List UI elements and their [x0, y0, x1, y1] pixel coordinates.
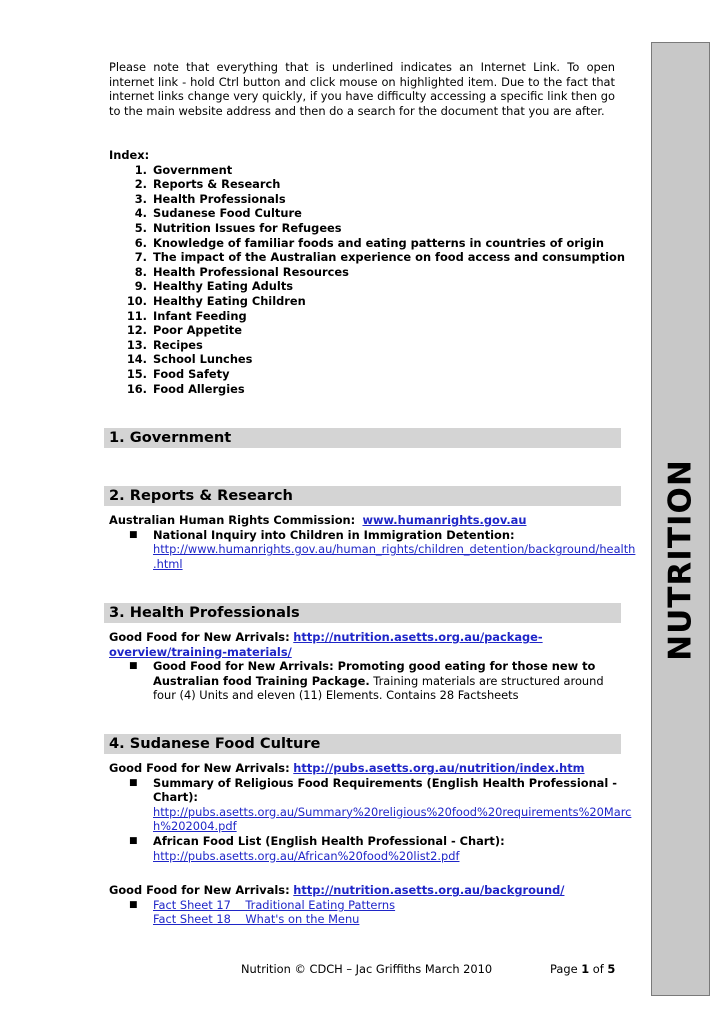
index-number: 8. — [134, 264, 147, 279]
index-item — [109, 177, 629, 192]
nutrition-index-link[interactable]: http://pubs.asetts.org.au/nutrition/index.htm — [293, 761, 585, 775]
index-number: 13. — [126, 337, 147, 352]
index-label: School Lunches — [153, 352, 253, 367]
list-item — [109, 527, 636, 572]
index-label: Food Allergies — [153, 381, 245, 396]
bullet-icon: ■ — [129, 529, 138, 540]
bullet-icon: ■ — [129, 899, 138, 910]
index-number: 5. — [134, 220, 147, 235]
org-name: Australian Human Rights Commission: — [109, 513, 356, 527]
index-item — [109, 338, 629, 353]
index-item — [109, 236, 629, 251]
bullet-title: African Food List (English Health Professional - Chart): — [153, 833, 505, 848]
bullet-icon: ■ — [129, 835, 138, 846]
org-name: Good Food for New Arrivals: — [109, 883, 290, 898]
index-number: 9. — [134, 279, 147, 294]
org-line — [109, 513, 621, 528]
index-item — [109, 294, 629, 309]
index-label: Government — [153, 162, 233, 177]
index-item — [109, 352, 629, 367]
org-name: Good Food for New Arrivals: — [109, 761, 290, 775]
index-item — [109, 221, 629, 236]
org-name: Good Food for New Arrivals: — [109, 630, 290, 644]
fact-sheet-18-link[interactable]: Fact Sheet 18 What's on the Menu — [153, 912, 360, 927]
index-item — [109, 250, 629, 265]
index-item — [109, 309, 629, 324]
index-item — [109, 323, 629, 338]
index-number: 15. — [126, 366, 147, 381]
bullet-text: Training materials are structured around four (4) Units and eleven (11) Elements. Contains 28 Factsheets — [153, 673, 604, 703]
index-number: 4. — [134, 206, 147, 221]
section-4-content — [109, 761, 632, 927]
intro-paragraph: Please note that everything that is underlined indicates an Internet Link. To open internet link - hold Ctrl button and click mouse on highlighted item. Due to the fact that internet links change very quickly, if you have difficulty accessing a specific link then go to the main website address and then do a search for the document that you are after. — [109, 60, 615, 118]
index-label: Recipes — [153, 337, 203, 352]
section-2-content — [109, 513, 636, 571]
list-item — [109, 659, 621, 703]
bullet-title: Good Food for New Arrivals: Promoting good eating for those new to Australian food Training Package. — [153, 659, 596, 688]
index-item — [109, 206, 629, 221]
index-label: Food Safety — [153, 366, 230, 381]
bullet-icon: ■ — [129, 661, 138, 672]
section-3-heading: 3. Health Professionals — [104, 603, 621, 623]
index-item — [109, 367, 629, 382]
index-item — [109, 382, 629, 397]
index-number: 12. — [126, 323, 147, 338]
index-number: 2. — [134, 177, 147, 192]
index-label: Nutrition Issues for Refugees — [153, 220, 342, 235]
index-label: Healthy Eating Adults — [153, 279, 294, 294]
index-label: Sudanese Food Culture — [153, 206, 302, 221]
index-item — [109, 279, 629, 294]
index-label: Knowledge of familiar foods and eating patterns in countries of origin — [153, 235, 604, 250]
index-number: 10. — [126, 293, 147, 308]
index-label: Healthy Eating Children — [153, 293, 306, 308]
org-line — [109, 761, 621, 776]
children-detention-link[interactable]: http://www.humanrights.gov.au/human_rights/children_detention/background/health .html — [153, 542, 636, 571]
sidebar-banner — [651, 42, 710, 996]
index-heading: Index: — [109, 148, 150, 162]
index-number: 14. — [126, 352, 147, 367]
org-line — [109, 883, 621, 898]
index-item — [109, 192, 629, 207]
index-number: 1. — [134, 162, 147, 177]
fact-sheet-17-link[interactable]: Fact Sheet 17 Traditional Eating Patterns — [153, 897, 396, 912]
org-line — [109, 630, 621, 659]
background-link[interactable]: http://nutrition.asetts.org.au/background/ — [293, 883, 565, 898]
bullet-title: Summary of Religious Food Requirements (English Health Professional - Chart): — [153, 775, 617, 805]
index-number: 11. — [126, 308, 147, 323]
index-label: Health Professionals — [153, 191, 286, 206]
index-label: The impact of the Australian experience on food access and consumption — [153, 250, 625, 265]
footer-copyright: Nutrition © CDCH – Jac Griffiths March 2010 — [241, 962, 493, 976]
index-label: Health Professional Resources — [153, 264, 349, 279]
african-food-list-link[interactable]: http://pubs.asetts.org.au/African%20food%20list2.pdf — [153, 848, 460, 863]
list-item — [109, 898, 621, 927]
index-list — [109, 148, 629, 396]
section-4-heading: 4. Sudanese Food Culture — [104, 734, 621, 754]
index-item — [109, 265, 629, 280]
list-item — [109, 775, 632, 834]
section-1-heading: 1. Government — [104, 428, 621, 448]
bullet-icon: ■ — [129, 777, 138, 788]
index-label: Poor Appetite — [153, 323, 242, 338]
index-number: 16. — [126, 381, 147, 396]
section-2-heading: 2. Reports & Research — [104, 486, 621, 506]
page-number: Page 1 of 5 — [550, 962, 616, 976]
bullet-title: National Inquiry into Children in Immigration Detention: — [153, 527, 515, 542]
training-materials-link[interactable]: http://nutrition.asetts.org.au/package- overview/training-materials/ — [109, 630, 543, 659]
humanrights-link[interactable]: www.humanrights.gov.au — [362, 513, 527, 527]
index-number: 7. — [134, 250, 147, 265]
list-item — [109, 834, 621, 863]
section-3-content — [109, 630, 621, 703]
index-number: 6. — [134, 235, 147, 250]
religious-food-link[interactable]: http://pubs.asetts.org.au/Summary%20religious%20food%20requirements%20Marc h%202004.pdf — [153, 804, 632, 834]
index-label: Infant Feeding — [153, 308, 247, 323]
index-number: 3. — [134, 191, 147, 206]
index-label: Reports & Research — [153, 177, 281, 192]
sidebar-title: NUTRITION — [662, 459, 699, 661]
index-item — [109, 163, 629, 178]
